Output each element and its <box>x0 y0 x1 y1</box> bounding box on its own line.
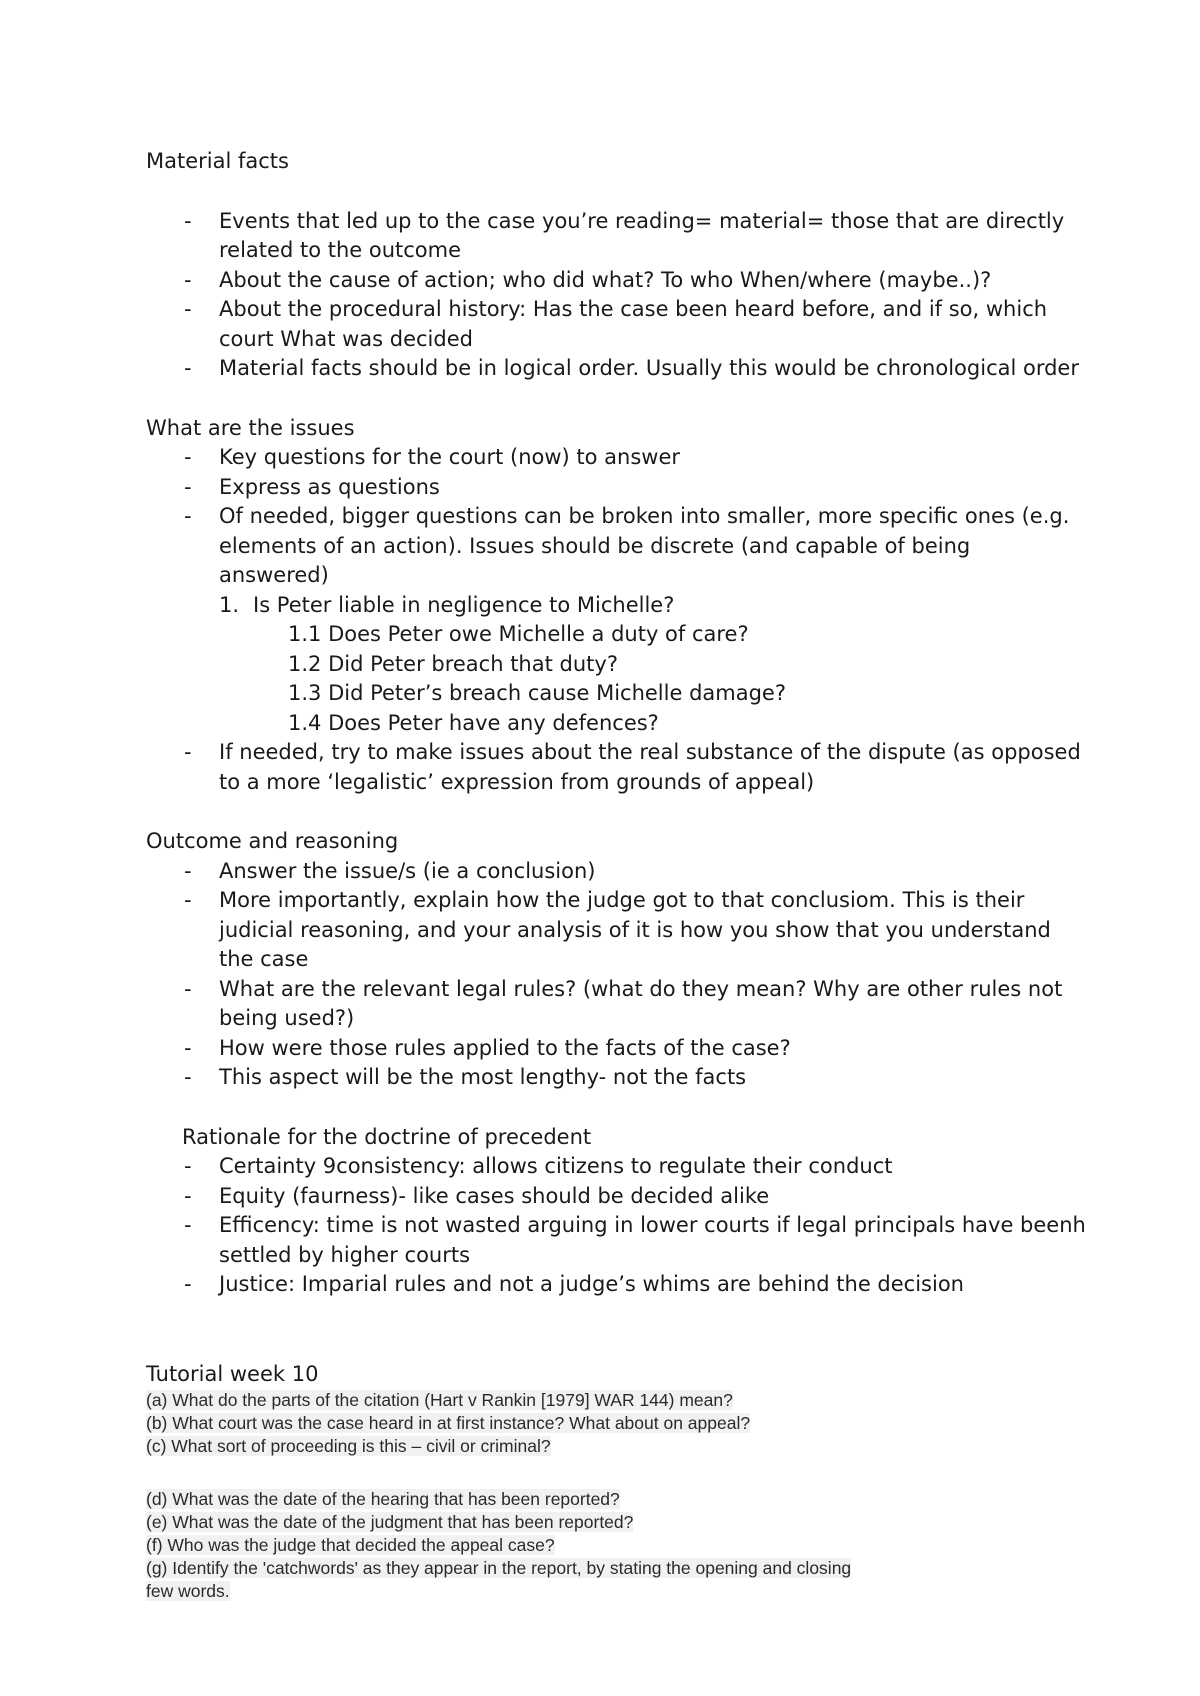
tutorial-question: few words. <box>146 1581 230 1601</box>
tutorial-questions-group-1 <box>146 1389 1086 1458</box>
list-item: - What are the relevant legal rules? (what do they mean? Why are other rules not being used?) <box>146 975 1086 1034</box>
sub-question: 1.4 Does Peter have any defences? <box>288 710 659 735</box>
heading-material-facts: Material facts <box>146 149 289 173</box>
heading-issues: What are the issues <box>146 415 355 440</box>
list-item: - Events that led up to the case you’re reading= material= those that are directly related to the outcome <box>146 207 1086 266</box>
list-item: - Of needed, bigger questions can be broken into smaller, more specific ones (e.g. elements of an action). Issues should be discrete (and capable of being answered) <box>146 502 1086 591</box>
list-item: - About the cause of action; who did what? To who When/where (maybe..)? <box>146 266 1086 296</box>
item-number: 1. <box>219 592 240 617</box>
tutorial-questions-group-2 <box>146 1488 1086 1603</box>
list-item: - Material facts should be in logical order. Usually this would be chronological order <box>146 354 1086 384</box>
tutorial-question: (g) Identify the 'catchwords' as they appear in the report, by stating the opening and closing <box>146 1558 852 1578</box>
document-body <box>146 147 1086 1603</box>
sub-questions <box>146 620 1086 738</box>
tutorial-question: (d) What was the date of the hearing that has been reported? <box>146 1489 620 1509</box>
item-text: Is Peter liable in negligence to Michelle? <box>253 592 675 617</box>
tutorial-question: (f) Who was the judge that decided the appeal case? <box>146 1535 555 1555</box>
heading-tutorial: Tutorial week 10 <box>146 1361 319 1386</box>
list-item: - Answer the issue/s (ie a conclusion) <box>146 857 1086 887</box>
tutorial-question: (c) What sort of proceeding is this – civil or criminal? <box>146 1436 551 1456</box>
list-item: - Equity (faurness)- like cases should be decided alike <box>146 1182 1086 1212</box>
issues-numbered-list <box>146 591 1086 621</box>
outcome-list <box>146 857 1086 1093</box>
heading-rationale: Rationale for the doctrine of precedent <box>182 1124 592 1149</box>
sub-question: 1.3 Did Peter’s breach cause Michelle damage? <box>288 681 786 705</box>
tutorial-question: (a) What do the parts of the citation (Hart v Rankin [1979] WAR 144) mean? <box>146 1390 733 1410</box>
list-item: - This aspect will be the most lengthy- not the facts <box>146 1063 1086 1093</box>
list-item: - How were those rules applied to the facts of the case? <box>146 1034 1086 1064</box>
list-item: - About the procedural history: Has the case been heard before, and if so, which court What was decided <box>146 295 1086 354</box>
list-item: - Express as questions <box>146 473 1086 503</box>
list-item: - Efficency: time is not wasted arguing in lower courts if legal principals have beenh settled by higher courts <box>146 1211 1086 1270</box>
heading-outcome: Outcome and reasoning <box>146 829 399 853</box>
issues-list-continued <box>146 738 1086 797</box>
issues-list <box>146 443 1086 591</box>
list-item: - Justice: Imparial rules and not a judge’s whims are behind the decision <box>146 1270 1086 1300</box>
tutorial-question: (b) What court was the case heard in at first instance? What about on appeal? <box>146 1413 751 1433</box>
list-item: - Key questions for the court (now) to answer <box>146 443 1086 473</box>
list-item: - More importantly, explain how the judge got to that conclusiom. This is their judicial reasoning, and your analysis of it is how you show that you understand the case <box>146 886 1086 975</box>
list-item: - If needed, try to make issues about the real substance of the dispute (as opposed to a more ‘legalistic’ expression from grounds of appeal) <box>146 738 1086 797</box>
tutorial-question: (e) What was the date of the judgment that has been reported? <box>146 1512 634 1532</box>
numbered-item <box>146 591 1086 621</box>
sub-question: 1.1 Does Peter owe Michelle a duty of care? <box>288 622 749 646</box>
rationale-list <box>146 1152 1086 1300</box>
material-facts-list <box>146 207 1086 384</box>
list-item: - Certainty 9consistency: allows citizens to regulate their conduct <box>146 1152 1086 1182</box>
sub-question: 1.2 Did Peter breach that duty? <box>288 651 618 676</box>
